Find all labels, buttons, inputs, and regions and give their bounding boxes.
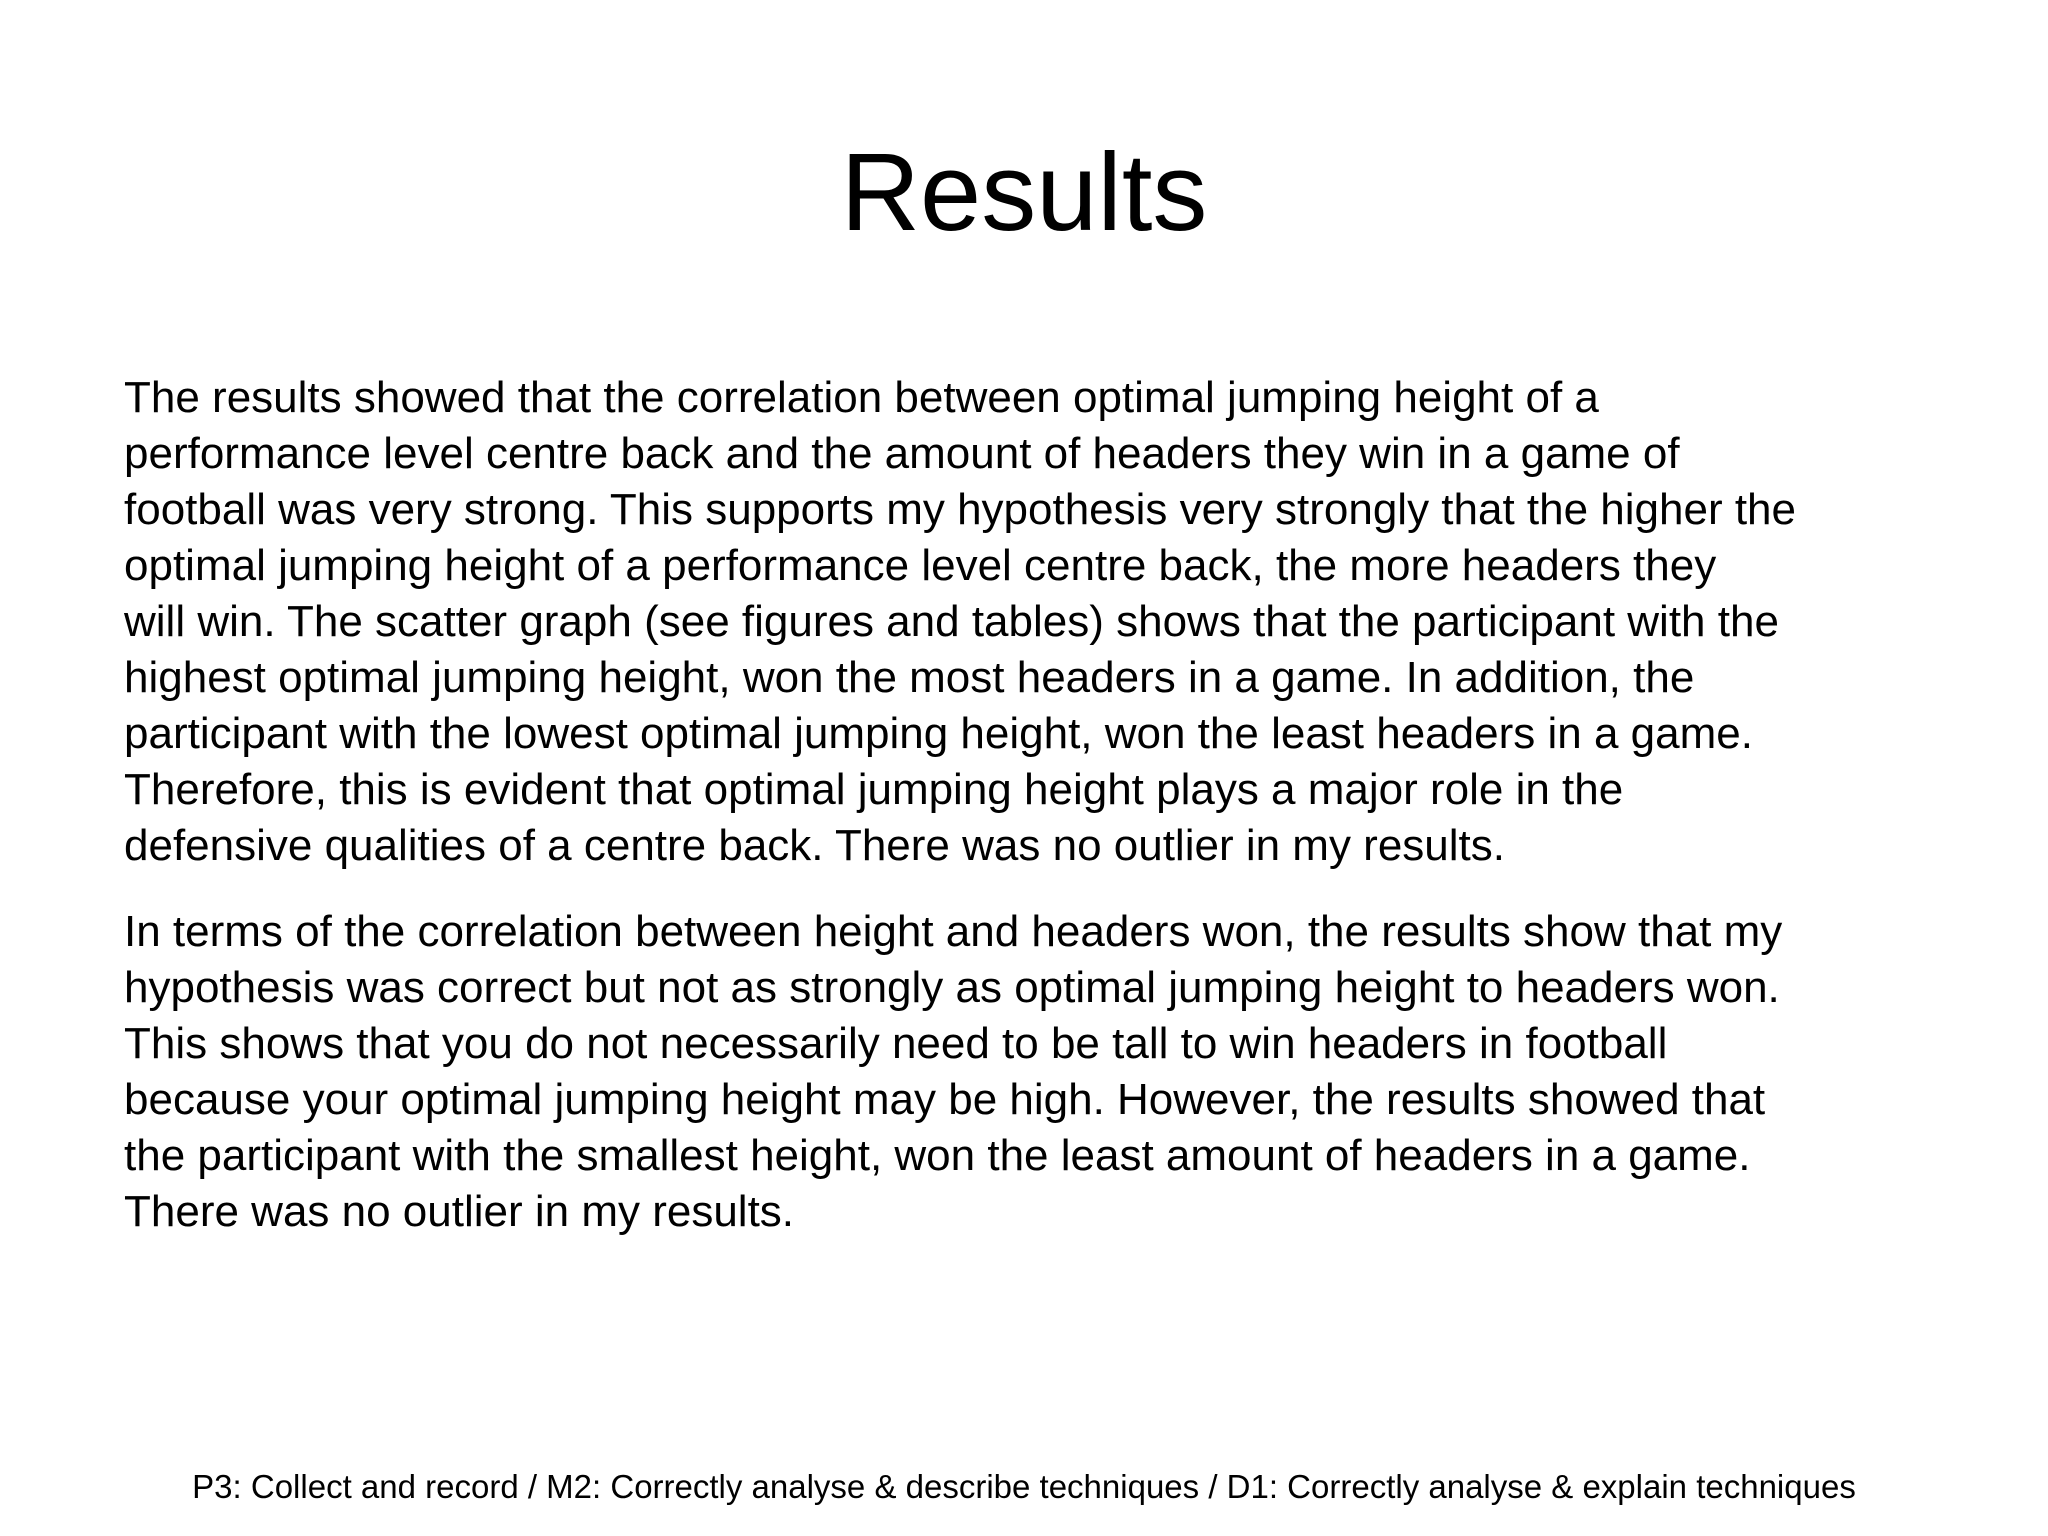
paragraph-height: [124, 904, 1964, 1240]
slide-body: [124, 370, 1964, 1240]
text-line: participant with the lowest optimal jumping height, won the least headers in a game.: [124, 709, 1753, 758]
text-line: hypothesis was correct but not as strongly as optimal jumping height to headers won.: [124, 963, 1780, 1012]
text-line: In terms of the correlation between height and headers won, the results show that my: [124, 907, 1783, 956]
text-line: This shows that you do not necessarily need to be tall to win headers in football: [124, 1019, 1668, 1068]
text-line: optimal jumping height of a performance level centre back, the more headers they: [124, 541, 1717, 590]
text-line: defensive qualities of a centre back. There was no outlier in my results.: [124, 821, 1505, 870]
assessment-criteria-footer: P3: Collect and record / M2: Correctly analyse & describe techniques / D1: Correctly analyse & explain techniques: [192, 1468, 1856, 1505]
paragraph-jumping-height: [124, 370, 1964, 874]
text-line: the participant with the smallest height, won the least amount of headers in a game.: [124, 1131, 1751, 1180]
text-line: The results showed that the correlation between optimal jumping height of a: [124, 373, 1599, 422]
slide-title: Results: [840, 131, 1208, 254]
text-line: will win. The scatter graph (see figures and tables) shows that the participant with the: [124, 597, 1779, 646]
text-line: performance level centre back and the amount of headers they win in a game of: [124, 429, 1680, 478]
text-line: because your optimal jumping height may be high. However, the results showed that: [124, 1075, 1766, 1124]
text-line: There was no outlier in my results.: [124, 1187, 795, 1236]
text-line: football was very strong. This supports my hypothesis very strongly that the higher the: [124, 485, 1796, 534]
text-line: highest optimal jumping height, won the most headers in a game. In addition, the: [124, 653, 1695, 702]
text-line: Therefore, this is evident that optimal jumping height plays a major role in the: [124, 765, 1624, 814]
